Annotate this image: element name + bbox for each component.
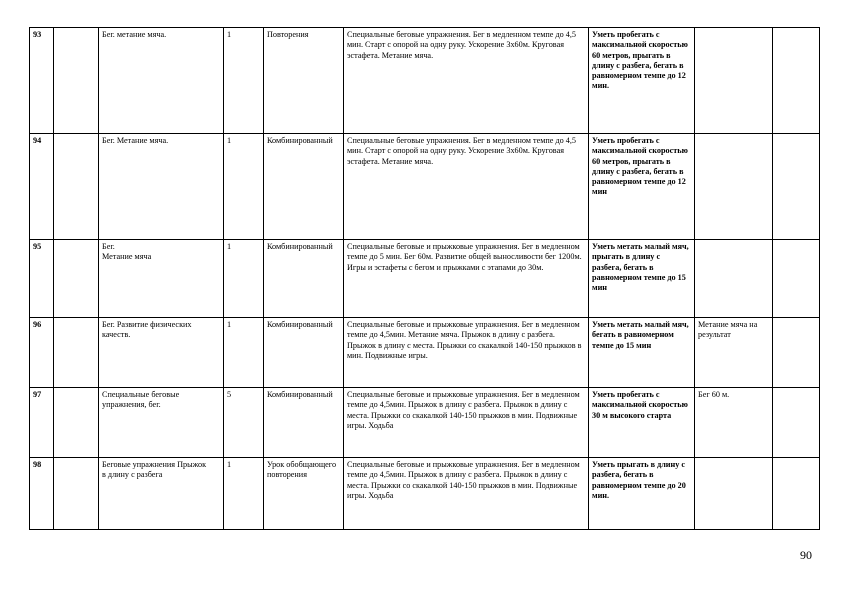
lesson-plan-table [29, 27, 820, 530]
lesson-topic: Специальные беговые упражнения, бег. [99, 388, 224, 458]
notes-cell [773, 318, 820, 388]
lesson-content: Специальные беговые и прыжковые упражнения. Бег в медленном темпе до 4,5мин. Прыжок в длину с разбега. Прыжок в длину с места. Прыжки со скакалкой 140-150 прыжков в мин. Подвижные игры. Ходьба [344, 388, 589, 458]
lesson-topic: Бег. Развитие физических качеств. [99, 318, 224, 388]
table-row [30, 240, 820, 318]
skill-requirements: Уметь прыгать в длину с разбега, бегать в равномерном темпе до 20 мин. [589, 458, 695, 530]
table-row [30, 388, 820, 458]
table-row [30, 28, 820, 134]
lesson-hours: 1 [224, 28, 264, 134]
lesson-hours: 1 [224, 134, 264, 240]
page-number: 90 [800, 548, 812, 562]
lesson-content: Специальные беговые упражнения. Бег в медленном темпе до 4,5 мин. Старт с опорой на одну руку. Ускорение 3х60м. Круговая эстафета. Метание мяча. [344, 134, 589, 240]
lesson-type: Урок обобщающего повторения [264, 458, 344, 530]
lesson-number: 97 [30, 388, 54, 458]
date-cell [54, 458, 99, 530]
lesson-hours: 1 [224, 458, 264, 530]
lesson-number: 95 [30, 240, 54, 318]
lesson-hours: 1 [224, 318, 264, 388]
notes-cell [773, 388, 820, 458]
lesson-topic: Бег. Метание мяча [99, 240, 224, 318]
skill-requirements: Уметь пробегать с максимальной скоростью 60 метров, прыгать в длину с разбега, бегать в равномерном темпе до 12 мин [589, 134, 695, 240]
date-cell [54, 134, 99, 240]
lesson-hours: 5 [224, 388, 264, 458]
control-type [695, 458, 773, 530]
lesson-content: Специальные беговые и прыжковые упражнения. Бег в медленном темпе до 4,5мин. Метание мяча. Прыжок в длину с разбега. Прыжок в длину с места. Прыжки со скакалкой 140-150 прыжков в мин. Подвижные игры. [344, 318, 589, 388]
lesson-number: 94 [30, 134, 54, 240]
skill-requirements: Уметь метать малый мяч, бегать в равномерном темпе до 15 мин [589, 318, 695, 388]
lesson-number: 98 [30, 458, 54, 530]
lesson-topic: Беговые упражнения Прыжок в длину с разбега [99, 458, 224, 530]
lesson-type: Комбинированный [264, 240, 344, 318]
lesson-type: Комбинированный [264, 318, 344, 388]
table-row [30, 134, 820, 240]
lesson-topic: Бег. Метание мяча. [99, 134, 224, 240]
lesson-content: Специальные беговые и прыжковые упражнения. Бег в медленном темпе до 5 мин. Бег 60м. Развитие общей выносливости бег 1200м. Игры и эстафеты с бегом и прыжками с этапами до 30м. [344, 240, 589, 318]
lesson-type: Комбинированный [264, 388, 344, 458]
control-type [695, 134, 773, 240]
lesson-content: Специальные беговые и прыжковые упражнения. Бег в медленном темпе до 4,5мин. Прыжок в длину с разбега. Прыжок в длину с места. Прыжки со скакалкой 140-150 прыжков в мин. Подвижные игры. Ходьба [344, 458, 589, 530]
date-cell [54, 240, 99, 318]
notes-cell [773, 240, 820, 318]
skill-requirements: Уметь пробегать с максимальной скоростью 30 м высокого старта [589, 388, 695, 458]
lesson-type: Повторения [264, 28, 344, 134]
skill-requirements: Уметь пробегать с максимальной скоростью 60 метров, прыгать в длину с разбега, бегать в равномерном темпе до 12 мин. [589, 28, 695, 134]
skill-requirements: Уметь метать малый мяч, прыгать в длину с разбега, бегать в равномерном темпе до 15 мин [589, 240, 695, 318]
table-row [30, 318, 820, 388]
lesson-number: 93 [30, 28, 54, 134]
lesson-content: Специальные беговые упражнения. Бег в медленном темпе до 4,5 мин. Старт с опорой на одну руку. Ускорение 3х60м. Круговая эстафета. Метание мяча. [344, 28, 589, 134]
notes-cell [773, 28, 820, 134]
control-type [695, 240, 773, 318]
lesson-type: Комбинированный [264, 134, 344, 240]
date-cell [54, 318, 99, 388]
lesson-number: 96 [30, 318, 54, 388]
notes-cell [773, 458, 820, 530]
lesson-hours: 1 [224, 240, 264, 318]
control-type: Бег 60 м. [695, 388, 773, 458]
notes-cell [773, 134, 820, 240]
date-cell [54, 388, 99, 458]
control-type: Метание мяча на результат [695, 318, 773, 388]
table-row [30, 458, 820, 530]
lesson-topic: Бег. метание мяча. [99, 28, 224, 134]
date-cell [54, 28, 99, 134]
control-type [695, 28, 773, 134]
